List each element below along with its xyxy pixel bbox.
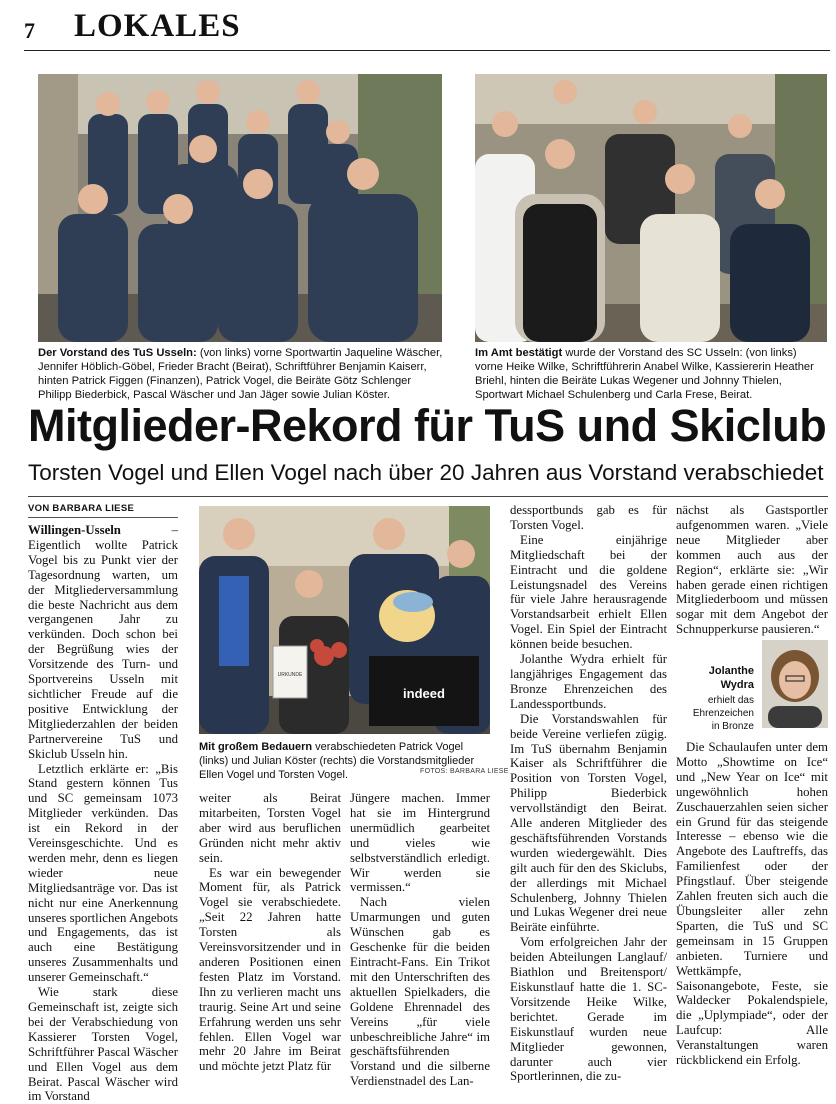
paragraph: Die Schaulaufen unter dem Motto „Showtime on Ice“ und „New Year on Ice“ mit ungewöhnlich hohen Zuschauerzahlen seien sicher ein Grund für das steigende Interesse – ebenso wie die Angebote des Lauftreffs, das Familienfest oder der Pfingstlauf. Über steigende Zahlen freuten sich auch die Übungsleiter aller zehn Sparten, die TuS und SC gemeinsam in 15 Gruppen anbieten. Turniere und Wettkämpfe, Saisonangebote, Feste, sie Waldecker Pokalendspiele, die „Uplympiade“, oder der Laufcup: Alle Veranstaltungen waren rückblickend ein Erfolg.	[676, 740, 828, 1068]
divider	[28, 496, 828, 497]
paragraph: Nach vielen Umarmungen und guten Wünschen gab es Geschenke für die beiden Eintracht-Fans. Ein Trikot mit den Unterschriften des aktuellen Spielkaders, die Goldene Ehrennadel des Vereins „für viele unbeschreibliche Jahre“ im geschäftsführenden Vorstand und die silberne Verdienstnadel des Lan-	[350, 895, 490, 1089]
portrait-name: Jolanthe Wydra	[708, 665, 754, 691]
paragraph: Eine einjährige Mitgliedschaft bei der Eintracht und die goldene Leistungsnadel des Vereins für viele Jahre herausragende Vorstandsarbeit erhielt Ellen Vogel. Ein Spiel der Eintracht können beide besuchen.	[510, 532, 667, 652]
paragraph: Jüngere machen. Immer hat sie im Hintergrund unermüdlich gearbeitet und vieles wie selbstverständlich erledigt. Wir werden sie vermissen.“	[350, 791, 490, 895]
certificate-text: URKUNDE	[277, 672, 303, 678]
photo-credit: FOTOS: BARBARA LIESE	[420, 768, 509, 775]
paragraph: Es war ein bewegender Moment für, als Patrick Vogel sie verabschiedete. „Seit 22 Jahren hatte Torsten als Vereinsvorsitzender und in anderen Positionen einen festen Platz im Vorstand. Ihn zu verlieren macht uns traurig. Seine Art und seine Erfahrung werden uns sehr fehlen. Ellen Vogel war mehr 20 Jahre im Beirat und möchte jetzt Platz für	[199, 865, 341, 1074]
photo-farewell	[199, 506, 490, 734]
article-headline: Mitglieder-Rekord für TuS und Skiclub	[28, 400, 827, 451]
caption-lead: Der Vorstand des TuS Usseln:	[38, 347, 197, 359]
portrait-text: erhielt das Ehrenzeichen in Bronze	[692, 695, 754, 732]
page-number: 7	[24, 18, 35, 43]
paragraph: Letztlich erklärte er: „Bis Stand gestern können Tus und SC gemeinsam 1073 Mitglieder verkünden. Das ist ein Rekord in der Vereinsgeschichte. Und es werden mehr, denn es liegen wieder neue Mitgliedsanträge vor. Das ist nicht nur eine Anerkennung unseres sportlichen Angebots und Engagements, das ist auch eine Bestätigung unseres Zusammenhalts und unserer Gemeinschaft.“	[28, 761, 178, 985]
article-column-1	[28, 523, 178, 1104]
byline: VON BARBARA LIESE	[28, 503, 178, 518]
paragraph: dessportbunds gab es für Torsten Vogel.	[510, 503, 667, 532]
portrait-photo	[762, 640, 828, 728]
photo-tus-board	[38, 74, 442, 342]
caption-text: verabschiedeten Patrick Vogel (links) und Julian Köster (rechts) die Vorstandsmitglieder Ellen Vogel und Torsten Vogel.	[199, 741, 475, 781]
photo-farewell-caption	[199, 740, 490, 782]
article-column-4	[510, 503, 667, 1084]
paragraph: Jolanthe Wydra erhielt für langjähriges Engagement das Bronze Ehrenzeichen des Landessportbunds.	[510, 652, 667, 711]
paragraph: weiter als Beirat mitarbeiten, Torsten Vogel aber wird aus beruflichen Gründen nicht mehr aktiv sein.	[199, 791, 341, 865]
dateline: Willingen-Usseln	[28, 523, 121, 537]
photo-tus-caption	[38, 346, 444, 402]
page-header	[24, 8, 830, 51]
paragraph: nächst als Gastsportler aufgenommen waren. „Viele neue Mitglieder aber kommen auch aus der Region“, erklärte sie: „Wir haben gerade einen richtigen Mitgliederboom und müssen sogar mit dem Angebot der Schnupperkurse pausieren.“	[676, 503, 828, 637]
article-column-5-top	[676, 503, 828, 637]
paragraph: Wie stark diese Gemeinschaft ist, zeigte sich bei der Verabschiedung von Kassierer Torsten Vogel, Schriftführer Pascal Wäscher und Ellen Vogel aus dem Beirat. Pascal Wäscher wird im Vorstand	[28, 985, 178, 1104]
caption-text: wurde der Vorstand des SC Usseln: (von links) vorne Heike Wilke, Schriftführerin Anabel Wilke, Kassiererin Heather Briehl, hinten die Beiräte Lukas Wegener und Johnny Thielen, Sportwart Michael Schulenberg und Carla Frese, Beirat.	[475, 347, 814, 401]
shirt-text: indeed	[403, 686, 445, 701]
article-column-5-bottom	[676, 740, 828, 1068]
article-column-3	[350, 791, 490, 1089]
photo-sc-board	[475, 74, 827, 342]
paragraph: Willingen-Usseln – Eigentlich wollte Patrick Vogel bis zu Punkt vier der Tagesordnung warten, um der Mitgliederversammlung die beste Nachricht aus dem vergangenen Jahr zu verkünden. Doch schon bei der Begrüßung wies der Vorsitzende des Turn- und Sportvereins Usseln mit sichtlicher Freude auf die positive Entwicklung der Mitgliederzahlen der beiden Partnervereine TuS und Skiclub Usseln hin.	[28, 523, 178, 761]
section-title: LOKALES	[74, 8, 241, 44]
caption-lead: Mit großem Bedauern	[199, 741, 313, 753]
caption-lead: Im Amt bestätigt	[475, 347, 563, 359]
portrait-box	[686, 640, 828, 730]
article-column-2	[199, 791, 341, 1074]
photo-sc-caption	[475, 346, 827, 402]
article-subheadline: Torsten Vogel und Ellen Vogel nach über 20 Jahren aus Vorstand verabschiedet	[28, 460, 824, 485]
paragraph: Die Vorstandswahlen für beide Vereine verliefen zügig. Im TuS übernahm Benjamin Kaiser als Schriftführer die Position von Torsten Vogel, Philipp Biederbick vervollständigt den Beirat. Alle anderen Mitglieder des geschäftsführenden Vorstands wurden wiedergewählt. Dies gilt auch für den des Skiclubs, der allerdings mit Michael Schulenberg, Johnny Thielen und Lukas Wegener drei neue Beiräte einführte.	[510, 711, 667, 935]
caption-text: (von links) vorne Sportwartin Jaqueline Wäscher, Jennifer Höblich-Göbel, Frieder Bracht (Beirat), Schriftführer Benjamin Kaiserr, hinten Patrick Figgen (Finanzen), Patrick Vogel, die Beiräte Götz Schlenger Philipp Biederbick, Pascal Wäscher und Jan Jäger sowie Julian Köster.	[38, 347, 443, 401]
paragraph: Vom erfolgreichen Jahr der beiden Abteilungen Langlauf/ Biathlon und Breitensport/ Eiskunstlauf hatte die 1. SC-Vorsitzende Heike Wilke, berichtet. Gerade im Eiskunstlauf wurden neue Mitglieder gewonnen, darunter auch vier Sportlerinnen, die zu-	[510, 935, 667, 1084]
